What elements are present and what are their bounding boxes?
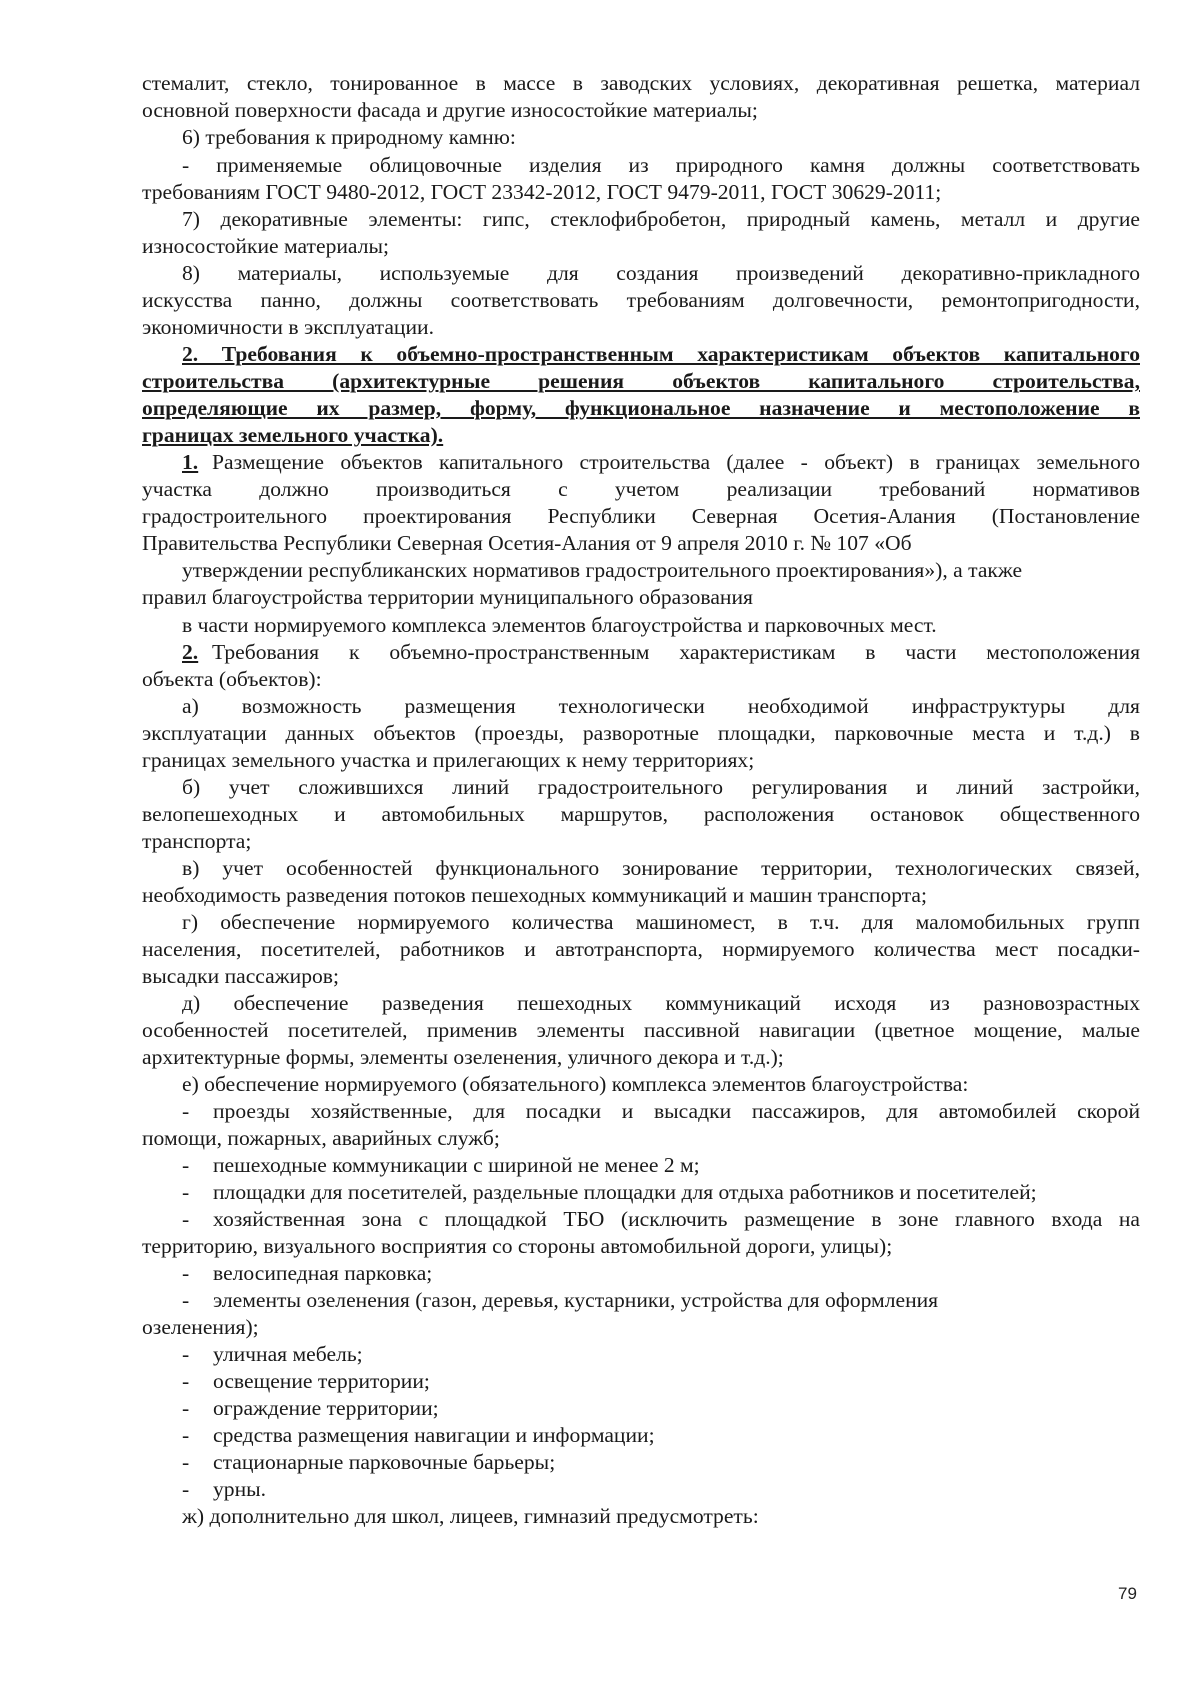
text-line: правил благоустройства территории муниципального образования xyxy=(142,585,753,609)
list-bullet: - xyxy=(182,1099,190,1123)
text-line: д) обеспечение разведения пешеходных коммуникаций исходя из разновозрастных xyxy=(182,991,1140,1015)
item-number: 1. xyxy=(182,450,199,474)
section-heading-line: строительства (архитектурные решения объектов капитального строительства, xyxy=(142,369,1140,393)
text-line: искусства панно, должны соответствовать требованиям долговечности, ремонтопригодности, xyxy=(142,288,1140,312)
list-item: хозяйственная зона с площадкой ТБО (исключить размещение в зоне главного входа на xyxy=(213,1207,1140,1231)
list-bullet: - xyxy=(182,1477,190,1501)
list-bullet: - xyxy=(182,1288,190,1312)
text-line: - применяемые облицовочные изделия из природного камня должны соответствовать xyxy=(182,153,1140,177)
list-bullet: - xyxy=(182,1369,190,1393)
text-line: требованиям ГОСТ 9480-2012, ГОСТ 23342-2012, ГОСТ 9479-2011, ГОСТ 30629-2011; xyxy=(142,180,942,204)
list-bullet: - xyxy=(182,1342,190,1366)
text-line: велопешеходных и автомобильных маршрутов, расположения остановок общественного xyxy=(142,802,1140,826)
section-heading-line: определяющие их размер, форму, функциональное назначение и местоположение в xyxy=(142,396,1140,420)
text-line: утверждении республиканских нормативов градостроительного проектирования»), а также xyxy=(182,558,1023,582)
list-item: площадки для посетителей, раздельные площадки для отдыха работников и посетителей; xyxy=(213,1180,1037,1204)
text-line: 8) материалы, используемые для создания произведений декоративно-прикладного xyxy=(182,261,1140,285)
text-line: г) обеспечение нормируемого количества машиномест, в т.ч. для маломобильных групп xyxy=(182,910,1140,934)
list-bullet: - xyxy=(182,1423,190,1447)
list-bullet: - xyxy=(182,1450,190,1474)
text-line: объекта (объектов): xyxy=(142,667,322,691)
list-bullet: - xyxy=(182,1153,190,1177)
list-item: ограждение территории; xyxy=(213,1396,439,1420)
list-bullet: - xyxy=(182,1180,190,1204)
text-line: Требования к объемно-пространственным характеристикам в части местоположения xyxy=(212,640,1140,664)
list-bullet: - xyxy=(182,1261,190,1285)
text-line: границах земельного участка и прилегающих к нему территориях; xyxy=(142,748,755,772)
text-line: е) обеспечение нормируемого (обязательного) комплекса элементов благоустройства: xyxy=(182,1072,969,1096)
list-item: освещение территории; xyxy=(213,1369,430,1393)
text-line: Правительства Республики Северная Осетия-Алания от 9 апреля 2010 г. № 107 «Об xyxy=(142,531,912,555)
list-bullet: - xyxy=(182,1207,190,1231)
text-line: помощи, пожарных, аварийных служб; xyxy=(142,1126,500,1150)
item-number: 2. xyxy=(182,640,199,664)
list-bullet: - xyxy=(182,1396,190,1420)
list-item: урны. xyxy=(213,1477,267,1501)
section-heading-line: 2. Требования к объемно-пространственным характеристикам объектов капитального xyxy=(182,342,1140,366)
list-item: проезды хозяйственные, для посадки и высадки пассажиров, для автомобилей скорой xyxy=(213,1099,1140,1123)
list-item: уличная мебель; xyxy=(213,1342,363,1366)
list-item: пешеходные коммуникации с шириной не менее 2 м; xyxy=(213,1153,700,1177)
text-line: а) возможность размещения технологически необходимой инфраструктуры для xyxy=(182,694,1140,718)
text-line: в) учет особенностей функционального зонирование территории, технологических связей, xyxy=(182,856,1140,880)
text-line: участка должно производиться с учетом реализации требований нормативов xyxy=(142,477,1140,501)
text-line: в части нормируемого комплекса элементов благоустройства и парковочных мест. xyxy=(182,613,937,637)
text-line: эксплуатации данных объектов (проезды, разворотные площадки, парковочные места и т.д.) в xyxy=(142,721,1140,745)
text-line: основной поверхности фасада и другие износостойкие материалы; xyxy=(142,98,758,122)
text-line: озеленения); xyxy=(142,1315,259,1339)
text-line: особенностей посетителей, применив элементы пассивной навигации (цветное мощение, малые xyxy=(142,1018,1140,1042)
text-line: Размещение объектов капитального строительства (далее - объект) в границах земельного xyxy=(212,450,1140,474)
text-line: необходимость разведения потоков пешеходных коммуникаций и машин транспорта; xyxy=(142,883,928,907)
list-item: элементы озеленения (газон, деревья, кустарники, устройства для оформления xyxy=(213,1288,939,1312)
text-line: экономичности в эксплуатации. xyxy=(142,315,434,339)
text-line: стемалит, стекло, тонированное в массе в заводских условиях, декоративная решетка, материал xyxy=(142,71,1140,95)
text-line: 7) декоративные элементы: гипс, стеклофибробетон, природный камень, металл и другие xyxy=(182,207,1140,231)
page-number: 79 xyxy=(1118,1584,1137,1603)
text-line: транспорта; xyxy=(142,829,252,853)
list-item: стационарные парковочные барьеры; xyxy=(213,1450,556,1474)
section-heading-line: границах земельного участка). xyxy=(142,423,444,447)
text-line: высадки пассажиров; xyxy=(142,964,339,988)
text-line: населения, посетителей, работников и автотранспорта, нормируемого количества мест посадки- xyxy=(142,937,1140,961)
text-line: территорию, визуального восприятия со стороны автомобильной дороги, улицы); xyxy=(142,1234,893,1258)
text-line: 6) требования к природному камню: xyxy=(182,125,516,149)
text-line: архитектурные формы, элементы озеленения, уличного декора и т.д.); xyxy=(142,1045,784,1069)
text-line: ж) дополнительно для школ, лицеев, гимназий предусмотреть: xyxy=(182,1504,759,1528)
list-item: велосипедная парковка; xyxy=(213,1261,433,1285)
text-line: градостроительного проектирования Республики Северная Осетия-Алания (Постановление xyxy=(142,504,1140,528)
text-line: б) учет сложившихся линий градостроительного регулирования и линий застройки, xyxy=(182,775,1140,799)
text-line: износостойкие материалы; xyxy=(142,234,389,258)
list-item: средства размещения навигации и информации; xyxy=(213,1423,655,1447)
